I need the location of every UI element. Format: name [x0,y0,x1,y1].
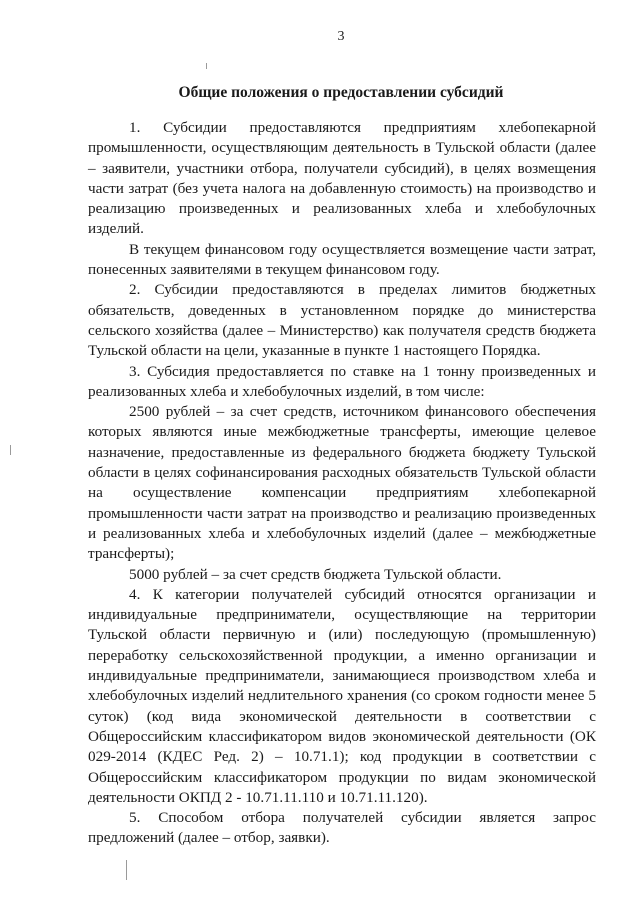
paragraph-item-1: 1. Субсидии предоставляются предприятиям хлебопекарной промышленности, осуществляющим деятельность в Тульской области (далее – заявители, участники отбора, получатели субсидий), в целях возмещения части затрат (без учета налога на добавленную стоимость) на производство и реализацию произведенных и реализованных хлеба и хлебобулочных изделий. [88,119,596,238]
paragraph-item-4: 4. К категории получателей субсидий относятся организации и индивидуальные предприниматели, осуществляющие на территории Тульской области первичную и (или) последующую (промышленную) переработку сельскохозяйственной продукции, а именно организации и индивидуальные предприниматели, занимающиеся производством хлеба и хлебобулочных изделий недлительного хранения (со сроком годности менее 5 суток) (код вида экономической деятельности в соответствии с Общероссийским классификатором видов экономической деятельности (ОК 029-2014 (КДЕС Ред. 2) – 10.71.1); код продукции в соответствии с Общероссийским классификатором продукции по видам экономической деятельности ОКПД 2 - 10.71.11.110 и 10.71.11.120). [88,585,596,806]
paragraph-rate-2500: 2500 рублей – за счет средств, источником финансового обеспечения которых являются иные межбюджетные трансферты, имеющие целевое назначение, предоставленные из федерального бюджета бюджету Тульской области в целях софинансирования расходных обязательств Тульской области на осуществление компенсации предприятиям хлебопекарной промышленности части затрат на производство и реализацию произведенных и реализованных хлеба и хлебобулочных изделий (далее – межбюджетные трансферты); [88,403,596,563]
scan-mark-left [10,445,11,455]
paragraph-current-year: В текущем финансовом году осуществляется возмещение части затрат, понесенных заявителями в текущем финансовом году. [88,240,596,279]
section-heading: Общие положения о предоставлении субсидий [178,84,504,101]
paragraph-item-3: 3. Субсидия предоставляется по ставке на 1 тонну произведенных и реализованных хлеба и хлебобулочных изделий, в том числе: [88,362,596,400]
paragraph-rate-5000: 5000 рублей – за счет средств бюджета Тульской области. [129,565,502,583]
page-number: 3 [337,29,345,44]
scan-mark-top [206,63,207,69]
paragraph-item-5: 5. Способом отбора получателей субсидии является запрос предложений (далее – отбор, заявки). [88,809,596,847]
scan-mark-bottom [126,860,127,880]
paragraph-item-2: 2. Субсидии предоставляются в пределах лимитов бюджетных обязательств, доведенных в установленном порядке до министерства сельского хозяйства (далее – Министерство) как получателя средств бюджета Тульской области на цели, указанные в пункте 1 настоящего Порядка. [88,281,596,360]
document-body [88,118,596,849]
